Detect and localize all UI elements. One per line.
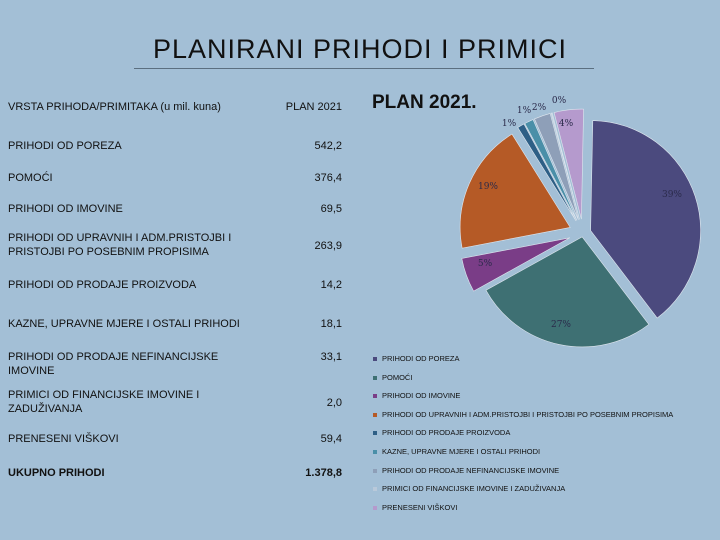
- legend-swatch: [373, 450, 377, 454]
- legend-swatch: [373, 376, 377, 380]
- table-row-label: PRIHODI OD PRODAJE NEFINANCIJSKE IMOVINE: [8, 351, 219, 377]
- legend-label: PRENESENI VIŠKOVI: [382, 502, 458, 512]
- legend-item: [373, 354, 460, 363]
- legend-label: KAZNE, UPRAVNE MJERE I OSTALI PRIHODI: [382, 447, 541, 456]
- table-row-value: 33,1: [320, 351, 342, 363]
- table-header-label: VRSTA PRIHODA/PRIMITAKA (u mil. kuna): [8, 101, 221, 113]
- pie-data-label: 27%: [550, 320, 572, 330]
- legend-swatch: [373, 413, 377, 417]
- legend-item: [373, 428, 510, 437]
- legend-swatch: [373, 469, 377, 473]
- pie-data-label: 5%: [477, 259, 493, 269]
- table-header-value: PLAN 2021: [285, 101, 342, 113]
- pie-data-label: 39%: [661, 190, 683, 200]
- table-row-value: 376,4: [314, 172, 342, 184]
- table-total-label: UKUPNO PRIHODI: [8, 467, 105, 479]
- pie-data-label: 2%: [531, 103, 547, 113]
- pie-data-label: 4%: [558, 119, 574, 129]
- table-row-label: POMOĆI: [8, 172, 53, 184]
- legend-swatch: [373, 357, 377, 361]
- table-row-value: 69,5: [320, 203, 342, 215]
- legend-item: [373, 503, 457, 512]
- legend-label: PRIHODI OD POREZA: [382, 354, 460, 363]
- table-row-label: PRENESENI VIŠKOVI: [8, 433, 119, 445]
- legend-item: [373, 484, 565, 493]
- table-total-value: 1.378,8: [305, 467, 342, 479]
- legend-item: [373, 373, 412, 382]
- pie-data-label: 1%: [516, 106, 532, 116]
- table-row-label: PRIMICI OD FINANCIJSKE IMOVINE I ZADUŽIVANJA: [8, 389, 200, 415]
- legend-label: PRIHODI OD IMOVINE: [382, 391, 461, 401]
- table-row-value: 14,2: [320, 279, 342, 291]
- table-row-value: 18,1: [320, 318, 342, 330]
- legend-swatch: [373, 506, 377, 510]
- legend-swatch: [373, 487, 377, 491]
- pie-data-label: 19%: [477, 182, 499, 192]
- pie-data-label: 0%: [551, 96, 567, 106]
- legend-label: PRIMICI OD FINANCIJSKE IMOVINE I ZADUŽIVANJA: [382, 484, 566, 494]
- legend-label: PRIHODI OD PRODAJE PROIZVODA: [382, 428, 511, 438]
- pie-data-label: 1%: [501, 119, 517, 129]
- page-title: PLANIRANI PRIHODI I PRIMICI: [152, 34, 568, 64]
- table-row-label: KAZNE, UPRAVNE MJERE I OSTALI PRIHODI: [8, 318, 240, 330]
- chart-title: PLAN 2021.: [372, 92, 477, 113]
- table-row-value: 263,9: [314, 240, 342, 252]
- table-row-label: PRIHODI OD UPRAVNIH I ADM.PRISTOJBI I PRISTOJBI PO POSEBNIM PROPISIMA: [8, 232, 232, 258]
- table-row-value: 542,2: [314, 140, 342, 152]
- legend-item: [373, 447, 540, 456]
- legend-swatch: [373, 394, 377, 398]
- legend-item: [373, 466, 559, 475]
- legend-label: PRIHODI OD PRODAJE NEFINANCIJSKE IMOVINE: [382, 465, 560, 475]
- legend-item: [373, 391, 460, 400]
- table-row-label: PRIHODI OD POREZA: [8, 140, 122, 152]
- legend-item: [373, 410, 673, 419]
- legend-label: POMOĆI: [382, 372, 413, 382]
- table-row-value: 59,4: [320, 433, 342, 445]
- table-row-label: PRIHODI OD IMOVINE: [8, 203, 123, 215]
- legend-swatch: [373, 431, 377, 435]
- table-row-value: 2,0: [326, 397, 342, 409]
- legend-label: PRIHODI OD UPRAVNIH I ADM.PRISTOJBI I PRISTOJBI PO POSEBNIM PROPISIMA: [382, 409, 674, 419]
- table-row-label: PRIHODI OD PRODAJE PROIZVODA: [8, 279, 197, 291]
